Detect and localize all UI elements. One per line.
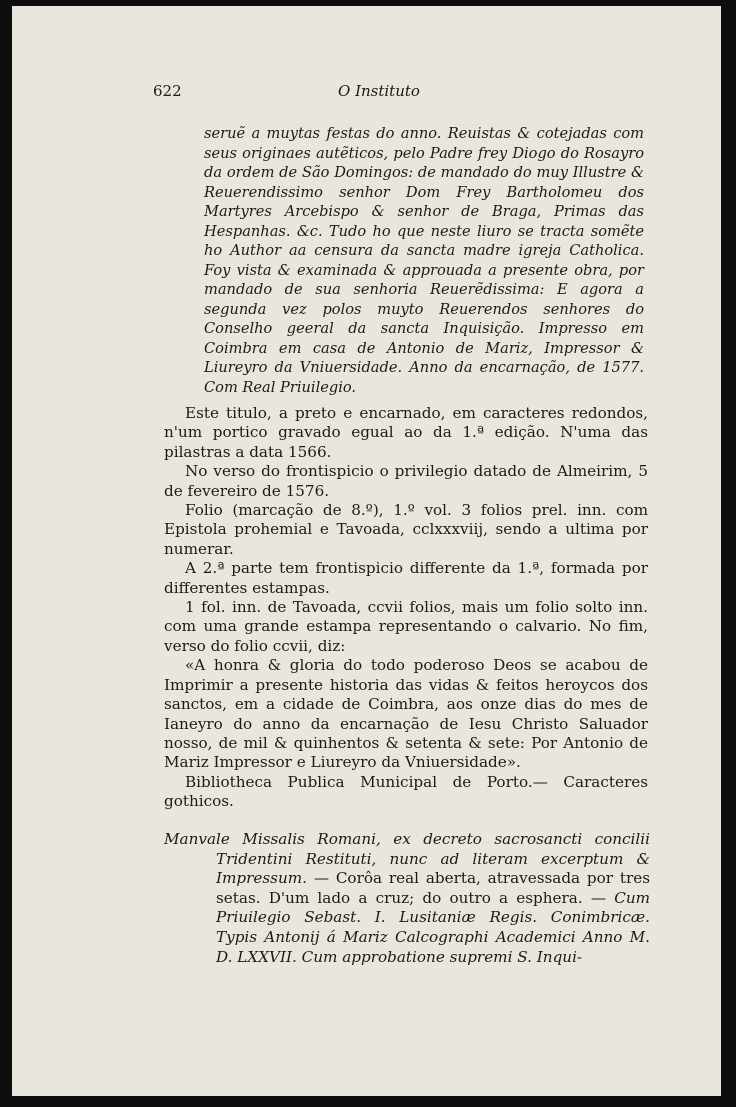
page-header	[12, 82, 721, 106]
paragraph-folio: Folio (marcação de 8.º), 1.º vol. 3 folios prel. inn. com Epistola prohemial e Tavoada, cclxxxviij, sendo a ultima por numerar.	[164, 501, 648, 558]
manvale-paragraph	[164, 830, 650, 967]
page-number: 622	[153, 82, 182, 100]
running-head: O Instituto	[338, 82, 420, 100]
book-page	[12, 6, 721, 1096]
bibliographic-description	[164, 404, 648, 812]
manvale-description: — Corôa real aberta, atravessada por tres setas. D'um lado a cruz; do outro a esphera.	[216, 869, 651, 907]
title-quotation: seruẽ a muytas festas do anno. Reuistas & cotejadas com seus originaes autẽticos, pelo Padre frey Diogo do Rosayro da ordem de São Domingos: de mandado do muy Illustre & Reuerendissimo senhor Dom Frey Bartholomeu dos Martyres Arcebispo & senhor de Braga, Primas das Hespanhas. &c. Tudo ho que neste liuro se tracta somẽte ho Author aa censura da sancta madre igreja Catholica. Foy vista & examinada & approuada a presente obra, por mandado de sua senhoria Reuerẽdissima: E agora a segunda vez polos muyto Reuerendos senhores do Conselho geeral da sancta Inquisição. Impresso em Coimbra em casa de Antonio de Mariz, Impressor & Liureyro da Vniuersidade. Anno da encarnação, de 1577. Com Real Priuilegio.	[204, 125, 644, 396]
manvale-entry	[164, 830, 650, 967]
paragraph-second-part: A 2.ª parte tem frontispicio differente da 1.ª, formada por differentes estampas.	[164, 559, 648, 597]
manvale-title: Manvale Missalis Romani, ex decreto sacrosancti concilii Tridentini Restituti, nunc ad literam excerptum & Impressum.	[164, 830, 650, 888]
paragraph-privilege: No verso do frontispicio o privilegio datado de Almeirim, 5 de fevereiro de 1576.	[164, 462, 648, 500]
manvale-imprint: — Cum Priuilegio Sebast. I. Lusitaniæ Regis. Conimbricæ. Typis Antonij á Mariz Calcographi Academici Anno M. D. LXXVII. Cum approbatione supremi S. Inqui-	[216, 888, 650, 966]
paragraph-title-description: Este titulo, a preto e encarnado, em caracteres redondos, n'um portico gravado egual ao da 1.ª edição. N'uma das pilastras a data 1566.	[164, 404, 648, 461]
paragraph-colophon: «A honra & gloria do todo poderoso Deos se acabou de Imprimir a presente historia das vidas & feitos heroycos dos sanctos, em a cidade de Coimbra, aos onze dias do mes de Ianeyro do anno da encarnação de Iesu Christo Saluador nosso, de mil & quinhentos & setenta & sete: Por Antonio de Mariz Impressor e Liureyro da Vniuersidade».	[164, 656, 648, 772]
paragraph-folios: 1 fol. inn. de Tavoada, ccvii folios, mais um folio solto inn. com uma grande estampa representando o calvario. No fim, verso do folio ccvii, diz:	[164, 598, 648, 655]
paragraph-library: Bibliotheca Publica Municipal de Porto.— Caracteres gothicos.	[164, 772, 648, 811]
